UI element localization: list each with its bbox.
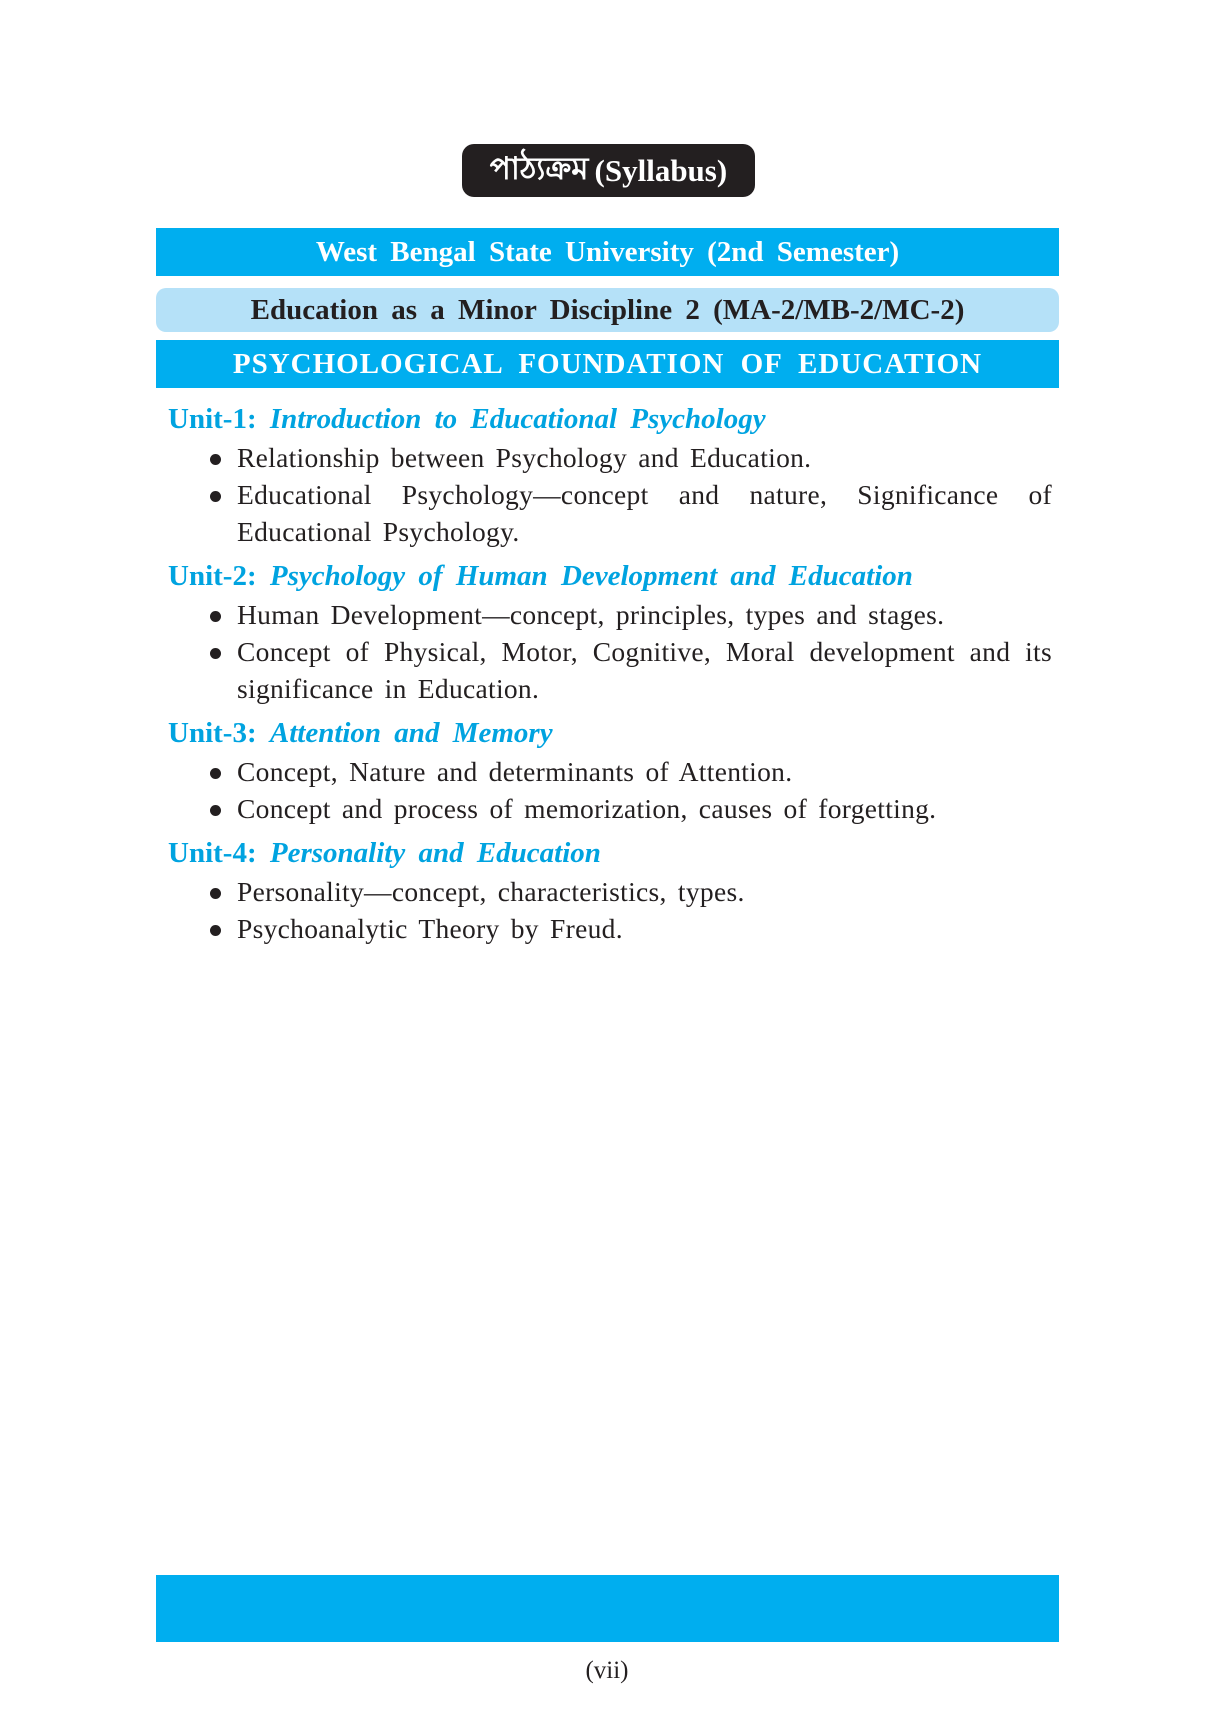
bengali-title: পাঠ্যক্রম [489, 150, 589, 186]
list-item [168, 910, 1052, 947]
unit-title: Attention and Memory [269, 717, 553, 749]
syllabus-title: (Syllabus) [594, 152, 728, 188]
item-text: Human Development—concept, principles, types and stages. [237, 599, 945, 630]
unit-heading [168, 833, 1052, 873]
list-item [168, 633, 1052, 707]
bullet-icon [210, 454, 221, 465]
list-item [168, 596, 1052, 633]
bullet-icon [210, 805, 221, 816]
unit-3 [168, 713, 1052, 827]
unit-1 [168, 399, 1052, 550]
course-text: Education as a Minor Discipline 2 (MA-2/MB-2/MC-2) [250, 293, 965, 326]
list-item [168, 790, 1052, 827]
item-text: Concept and process of memorization, causes of forgetting. [237, 793, 937, 824]
unit-heading [168, 556, 1052, 596]
university-text: West Bengal State University (2nd Semester) [315, 235, 900, 268]
unit-number: Unit-4: [168, 837, 257, 869]
list-item [168, 476, 1052, 550]
item-text: Concept of Physical, Motor, Cognitive, Moral development and its significance in Education. [237, 636, 1052, 704]
unit-4 [168, 833, 1052, 947]
unit-title: Psychology of Human Development and Education [269, 560, 913, 592]
item-text: Educational Psychology—concept and nature, Significance of Educational Psychology. [237, 479, 1052, 547]
units-list [168, 399, 1052, 953]
list-item [168, 439, 1052, 476]
item-text: Relationship between Psychology and Education. [237, 442, 812, 473]
unit-title: Personality and Education [269, 837, 601, 869]
bullet-icon [210, 491, 221, 502]
list-item [168, 753, 1052, 790]
unit-number: Unit-1: [168, 403, 257, 435]
paper-banner [156, 340, 1059, 388]
item-text: Concept, Nature and determinants of Attention. [237, 756, 793, 787]
bullet-icon [210, 768, 221, 779]
footer-bar [156, 1575, 1059, 1642]
bullet-icon [210, 648, 221, 659]
item-text: Personality—concept, characteristics, types. [237, 876, 745, 907]
syllabus-title-badge [462, 144, 755, 197]
unit-number: Unit-2: [168, 560, 257, 592]
item-text: Psychoanalytic Theory by Freud. [237, 913, 623, 944]
paper-text: PSYCHOLOGICAL FOUNDATION OF EDUCATION [232, 347, 983, 380]
course-banner [156, 288, 1059, 332]
university-banner [156, 228, 1059, 276]
unit-number: Unit-3: [168, 717, 257, 749]
unit-2 [168, 556, 1052, 707]
unit-heading [168, 399, 1052, 439]
unit-heading [168, 713, 1052, 753]
bullet-icon [210, 925, 221, 936]
page-number: (vii) [585, 1657, 629, 1684]
bullet-icon [210, 611, 221, 622]
list-item [168, 873, 1052, 910]
unit-title: Introduction to Educational Psychology [269, 403, 766, 435]
bullet-icon [210, 888, 221, 899]
